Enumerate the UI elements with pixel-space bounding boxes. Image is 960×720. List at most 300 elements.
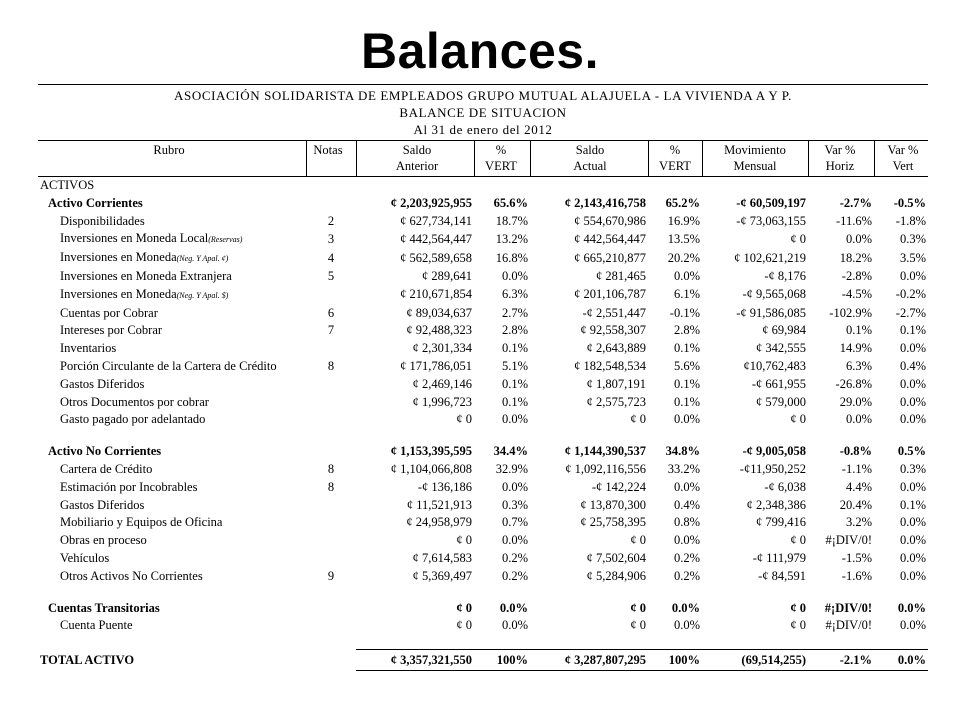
nota-cell xyxy=(306,195,356,213)
saldo-anterior-cell: ¢ 0 xyxy=(456,533,472,548)
var-horiz-cell: #¡DIV/0! xyxy=(825,533,872,548)
nota-cell: 6 xyxy=(327,305,335,320)
var-vert-cell: 0.4% xyxy=(899,358,926,373)
row-label-text: Mobiliario y Equipos de Oficina xyxy=(60,515,223,530)
col-saldo-actual-2: Actual xyxy=(573,159,607,173)
pct-vert-actual-cell: 34.8% xyxy=(665,444,700,459)
saldo-anterior-cell: ¢ 89,034,637 xyxy=(406,305,472,320)
pct-vert-actual-cell: 0.0% xyxy=(673,412,700,427)
col-divider xyxy=(530,140,531,176)
movimiento-cell: (69,514,255) xyxy=(702,650,808,671)
row-label-text: Cuenta Puente xyxy=(60,618,133,633)
row-label-text: Obras en proceso xyxy=(60,533,147,548)
row-label xyxy=(38,305,306,323)
header-rule xyxy=(38,140,928,141)
table-row xyxy=(38,230,928,249)
var-horiz-cell: 0.0% xyxy=(845,231,872,246)
var-horiz-cell: -2.8% xyxy=(841,268,872,283)
pct-vert-actual-cell: 0.0% xyxy=(673,618,700,633)
nota-cell xyxy=(306,497,356,515)
row-label-text: Cartera de Crédito xyxy=(60,461,153,476)
pct-vert-actual-cell: 0.2% xyxy=(673,550,700,565)
spacer-row xyxy=(38,635,928,650)
col-divider xyxy=(808,140,809,176)
var-horiz-cell: 20.4% xyxy=(839,497,872,512)
row-label xyxy=(38,249,306,268)
row-label xyxy=(38,268,306,286)
var-horiz-cell: #¡DIV/0! xyxy=(824,600,872,615)
pct-vert-anterior-cell: 2.8% xyxy=(501,323,528,338)
saldo-actual-cell: ¢ 7,502,604 xyxy=(586,550,646,565)
saldo-anterior-cell: ¢ 442,564,447 xyxy=(400,231,472,246)
movimiento-cell: ¢ 0 xyxy=(790,231,806,246)
col-pct-vert-1a: % xyxy=(495,143,507,157)
row-label-text: Cuentas Transitorias xyxy=(48,600,160,615)
row-label xyxy=(38,177,306,195)
table-row xyxy=(38,479,928,497)
var-vert-cell: -0.5% xyxy=(893,195,926,210)
row-label-text: Otros Activos No Corrientes xyxy=(60,568,203,583)
var-horiz-cell: -0.8% xyxy=(839,444,872,459)
table-row xyxy=(38,358,928,376)
var-horiz-cell: -1.6% xyxy=(841,568,872,583)
pct-vert-actual-cell: 6.1% xyxy=(673,287,700,302)
var-horiz-cell: 0.0% xyxy=(845,412,872,427)
row-label-text: ACTIVOS xyxy=(40,178,95,192)
table-row xyxy=(38,514,928,532)
nota-cell xyxy=(306,617,356,635)
col-saldo-actual-1: Saldo xyxy=(575,143,605,157)
pct-vert-actual-cell: 13.5% xyxy=(667,231,700,246)
report-title: BALANCE DE SITUACION xyxy=(399,105,567,120)
pct-vert-anterior-cell: 0.0% xyxy=(501,533,528,548)
row-label xyxy=(38,213,306,231)
table-row xyxy=(38,213,928,231)
saldo-actual-cell: ¢ 13,870,300 xyxy=(580,497,646,512)
balance-rows xyxy=(38,177,928,671)
table-row xyxy=(38,268,928,286)
var-vert-cell: 0.0% xyxy=(899,568,926,583)
col-movimiento-1: Movimiento xyxy=(724,143,786,157)
row-label-text: Cuentas por Cobrar xyxy=(60,305,158,320)
pct-vert-anterior-cell: 0.0% xyxy=(501,618,528,633)
movimiento-cell: -¢ 84,591 xyxy=(758,568,806,583)
row-label-text: TOTAL ACTIVO xyxy=(40,653,135,668)
saldo-actual-cell: -¢ 142,224 xyxy=(591,479,646,494)
row-label xyxy=(38,461,306,479)
var-vert-cell: 0.0% xyxy=(899,268,926,283)
pct-vert-anterior-cell: 16.8% xyxy=(495,250,528,265)
col-saldo-anterior-2: Anterior xyxy=(395,159,439,173)
var-vert-cell: 0.0% xyxy=(899,412,926,427)
table-row xyxy=(38,286,928,305)
row-label xyxy=(38,479,306,497)
saldo-anterior-cell: ¢ 0 xyxy=(456,600,472,615)
pct-vert-anterior-cell: 0.1% xyxy=(501,394,528,409)
row-label-text: Inversiones en Moneda Extranjera xyxy=(60,268,232,283)
col-notas: Notas xyxy=(313,143,343,157)
nota-cell xyxy=(306,394,356,412)
table-row xyxy=(38,411,928,429)
group-row xyxy=(38,600,928,618)
movimiento-cell: ¢ 342,555 xyxy=(756,341,806,356)
var-horiz-cell: 18.2% xyxy=(839,250,872,265)
var-horiz-cell: 29.0% xyxy=(839,394,872,409)
saldo-actual-cell: -¢ 2,551,447 xyxy=(582,305,646,320)
row-label xyxy=(38,195,306,213)
row-label xyxy=(38,230,306,249)
row-label-text: Gasto pagado por adelantado xyxy=(60,412,206,427)
movimiento-cell: ¢ 799,416 xyxy=(756,515,806,530)
saldo-anterior-cell: ¢ 7,614,583 xyxy=(412,550,472,565)
saldo-anterior-cell: ¢ 24,958,979 xyxy=(406,515,472,530)
saldo-actual-cell: ¢ 0 xyxy=(630,412,646,427)
nota-cell xyxy=(306,650,356,671)
col-divider xyxy=(702,140,703,176)
row-label-text: Gastos Diferidos xyxy=(60,497,145,512)
saldo-actual-cell: ¢ 5,284,906 xyxy=(586,568,646,583)
saldo-anterior-cell: ¢ 289,641 xyxy=(422,268,472,283)
var-vert-cell: 0.0% xyxy=(899,618,926,633)
var-vert-cell: -1.8% xyxy=(895,213,926,228)
row-label-qualifier: (Neg. Y Apal. ¢) xyxy=(176,254,229,264)
saldo-actual-cell: ¢ 0 xyxy=(630,600,646,615)
movimiento-cell: -¢ 91,586,085 xyxy=(736,305,806,320)
pct-vert-actual-cell: 0.1% xyxy=(673,376,700,391)
pct-vert-anterior-cell: 0.0% xyxy=(499,600,528,615)
row-label-text: Porción Circulante de la Cartera de Crédito xyxy=(60,358,277,373)
movimiento-cell: -¢ 60,509,197 xyxy=(736,195,806,210)
nota-cell: 8 xyxy=(327,358,335,373)
var-vert-cell: 0.3% xyxy=(899,461,926,476)
saldo-actual-cell: ¢ 92,558,307 xyxy=(580,323,646,338)
var-horiz-cell: -2.1% xyxy=(808,650,874,671)
movimiento-cell: ¢ 102,621,219 xyxy=(734,250,806,265)
col-divider xyxy=(648,140,649,176)
nota-cell: 2 xyxy=(327,213,335,228)
nota-cell xyxy=(306,532,356,550)
col-pct-vert-1b: VERT xyxy=(485,159,517,173)
pct-vert-anterior-cell: 0.7% xyxy=(501,515,528,530)
col-var-horiz-1: Var % xyxy=(824,143,856,157)
col-divider xyxy=(874,140,875,176)
pct-vert-actual-cell: 0.0% xyxy=(671,600,700,615)
col-divider xyxy=(306,140,307,176)
var-vert-cell: 0.0% xyxy=(899,533,926,548)
row-label-text: Inversiones en Moneda xyxy=(60,286,177,301)
nota-cell xyxy=(306,550,356,568)
pct-vert-anterior-cell: 0.2% xyxy=(501,568,528,583)
row-label-text: Vehículos xyxy=(60,550,110,565)
movimiento-cell: ¢ 0 xyxy=(790,618,806,633)
row-label-qualifier: (Neg. Y Apal. $) xyxy=(176,290,229,300)
pct-vert-anterior-cell: 5.1% xyxy=(501,358,528,373)
row-label-qualifier: (Reservas) xyxy=(208,235,243,245)
saldo-anterior-cell: ¢ 2,203,925,955 xyxy=(390,195,472,210)
pct-vert-anterior-cell: 0.1% xyxy=(501,376,528,391)
movimiento-cell: ¢ 0 xyxy=(790,600,806,615)
pct-vert-actual-cell: 16.9% xyxy=(667,213,700,228)
saldo-actual-cell: ¢ 442,564,447 xyxy=(574,231,646,246)
pct-vert-anterior-cell: 0.1% xyxy=(501,341,528,356)
row-label-text: Inversiones en Moneda xyxy=(60,250,177,265)
row-label xyxy=(38,532,306,550)
var-horiz-cell: 3.2% xyxy=(845,515,872,530)
section-row xyxy=(38,177,928,195)
saldo-actual-cell: ¢ 1,807,191 xyxy=(586,376,646,391)
pct-vert-actual-cell: 0.1% xyxy=(673,394,700,409)
saldo-anterior-cell: ¢ 1,104,066,808 xyxy=(390,461,472,476)
pct-vert-actual-cell: 33.2% xyxy=(667,461,700,476)
top-rule xyxy=(38,84,928,85)
row-label-text: Gastos Diferidos xyxy=(60,376,145,391)
organization-name: ASOCIACIÓN SOLIDARISTA DE EMPLEADOS GRUPO MUTUAL ALAJUELA - LA VIVIENDA A Y P. xyxy=(174,88,792,103)
var-horiz-cell: -26.8% xyxy=(835,376,872,391)
table-row xyxy=(38,305,928,323)
nota-cell: 7 xyxy=(327,323,335,338)
table-row xyxy=(38,322,928,340)
balance-table xyxy=(38,177,928,671)
saldo-anterior-cell: ¢ 0 xyxy=(456,618,472,633)
row-label xyxy=(38,650,306,671)
row-label xyxy=(38,411,306,429)
var-vert-cell: -2.7% xyxy=(895,305,926,320)
pct-vert-anterior-cell: 100% xyxy=(474,650,530,671)
movimiento-cell: -¢ 111,979 xyxy=(752,550,806,565)
var-vert-cell: 0.1% xyxy=(899,323,926,338)
pct-vert-actual-cell: 0.4% xyxy=(673,497,700,512)
nota-cell xyxy=(306,514,356,532)
row-label xyxy=(38,322,306,340)
saldo-actual-cell: ¢ 1,092,116,556 xyxy=(565,461,646,476)
col-var-horiz-2: Horiz xyxy=(825,159,855,173)
spacer-row xyxy=(38,586,928,600)
var-horiz-cell: -1.1% xyxy=(841,461,872,476)
nota-cell: 4 xyxy=(327,250,335,265)
saldo-anterior-cell: ¢ 0 xyxy=(456,412,472,427)
row-label xyxy=(38,286,306,305)
var-vert-cell: 0.0% xyxy=(899,550,926,565)
nota-cell xyxy=(306,600,356,618)
pct-vert-actual-cell: 0.0% xyxy=(673,479,700,494)
row-label xyxy=(38,358,306,376)
table-row xyxy=(38,340,928,358)
row-label xyxy=(38,550,306,568)
row-label xyxy=(38,617,306,635)
saldo-anterior-cell: ¢ 562,589,658 xyxy=(400,250,472,265)
var-horiz-cell: -1.5% xyxy=(841,550,872,565)
var-horiz-cell: 4.4% xyxy=(845,479,872,494)
saldo-anterior-cell: ¢ 2,469,146 xyxy=(412,376,472,391)
pct-vert-anterior-cell: 6.3% xyxy=(501,287,528,302)
movimiento-cell: -¢ 73,063,155 xyxy=(736,213,806,228)
saldo-actual-cell: ¢ 2,643,889 xyxy=(586,341,646,356)
table-row xyxy=(38,249,928,268)
saldo-anterior-cell: ¢ 3,357,321,550 xyxy=(356,650,474,671)
pct-vert-anterior-cell: 18.7% xyxy=(495,213,528,228)
nota-cell xyxy=(306,376,356,394)
saldo-anterior-cell: -¢ 136,186 xyxy=(417,479,472,494)
row-label xyxy=(38,394,306,412)
row-label xyxy=(38,568,306,586)
movimiento-cell: ¢ 2,348,386 xyxy=(746,497,806,512)
var-vert-cell: 0.0% xyxy=(899,515,926,530)
table-row xyxy=(38,497,928,515)
var-horiz-cell: -2.7% xyxy=(839,195,872,210)
movimiento-cell: ¢ 579,000 xyxy=(756,394,806,409)
var-horiz-cell: #¡DIV/0! xyxy=(825,618,872,633)
pct-vert-actual-cell: 20.2% xyxy=(667,250,700,265)
nota-cell: 8 xyxy=(327,461,335,476)
pct-vert-actual-cell: 65.2% xyxy=(665,195,700,210)
table-row xyxy=(38,550,928,568)
group-row xyxy=(38,195,928,213)
saldo-anterior-cell: ¢ 627,734,141 xyxy=(400,213,472,228)
var-vert-cell: 0.5% xyxy=(897,444,926,459)
pct-vert-anterior-cell: 0.2% xyxy=(501,550,528,565)
row-label-text: Otros Documentos por cobrar xyxy=(60,394,209,409)
pct-vert-anterior-cell: 34.4% xyxy=(493,444,528,459)
row-label-text: Activo No Corrientes xyxy=(48,444,162,459)
var-vert-cell: -0.2% xyxy=(895,287,926,302)
col-pct-vert-2b: VERT xyxy=(659,159,691,173)
table-row xyxy=(38,461,928,479)
col-var-vert-2: Vert xyxy=(892,159,914,173)
var-vert-cell: 0.0% xyxy=(899,376,926,391)
col-pct-vert-2a: % xyxy=(669,143,681,157)
nota-cell: 5 xyxy=(327,268,335,283)
col-saldo-anterior-1: Saldo xyxy=(402,143,432,157)
movimiento-cell: -¢ 8,176 xyxy=(764,268,806,283)
pct-vert-anterior-cell: 65.6% xyxy=(493,195,528,210)
saldo-anterior-cell: ¢ 11,521,913 xyxy=(406,497,472,512)
saldo-anterior-cell: ¢ 5,369,497 xyxy=(412,568,472,583)
nota-cell xyxy=(306,443,356,461)
nota-cell: 8 xyxy=(327,479,335,494)
movimiento-cell: -¢ 661,955 xyxy=(751,376,806,391)
group-row xyxy=(38,443,928,461)
var-horiz-cell: 0.1% xyxy=(845,323,872,338)
pct-vert-anterior-cell: 0.0% xyxy=(501,479,528,494)
table-row xyxy=(38,617,928,635)
col-var-vert-1: Var % xyxy=(887,143,919,157)
var-vert-cell: 0.3% xyxy=(899,231,926,246)
movimiento-cell: -¢ 6,038 xyxy=(764,479,806,494)
row-label xyxy=(38,497,306,515)
var-vert-cell: 0.1% xyxy=(899,497,926,512)
row-label xyxy=(38,340,306,358)
pct-vert-actual-cell: 0.0% xyxy=(673,268,700,283)
pct-vert-actual-cell: 0.2% xyxy=(673,568,700,583)
saldo-actual-cell: ¢ 201,106,787 xyxy=(574,287,646,302)
row-label-text: Inventarios xyxy=(60,341,117,356)
saldo-anterior-cell: ¢ 171,786,051 xyxy=(400,358,472,373)
saldo-actual-cell: ¢ 0 xyxy=(630,533,646,548)
table-row xyxy=(38,376,928,394)
spacer-row xyxy=(38,429,928,443)
var-vert-cell: 0.0% xyxy=(899,479,926,494)
pct-vert-anterior-cell: 13.2% xyxy=(495,231,528,246)
movimiento-cell: ¢ 69,984 xyxy=(762,323,806,338)
pct-vert-anterior-cell: 0.0% xyxy=(501,268,528,283)
movimiento-cell: ¢ 0 xyxy=(790,533,806,548)
saldo-anterior-cell: ¢ 1,153,395,595 xyxy=(390,444,472,459)
report-date: Al 31 de enero del 2012 xyxy=(413,122,553,137)
movimiento-cell: -¢ 9,005,058 xyxy=(742,444,806,459)
saldo-actual-cell: ¢ 182,548,534 xyxy=(574,358,646,373)
pct-vert-anterior-cell: 2.7% xyxy=(501,305,528,320)
nota-cell: 3 xyxy=(327,231,335,246)
row-label xyxy=(38,600,306,618)
saldo-anterior-cell: ¢ 210,671,854 xyxy=(400,287,472,302)
saldo-actual-cell: ¢ 554,670,986 xyxy=(574,213,646,228)
pct-vert-actual-cell: 0.8% xyxy=(673,515,700,530)
saldo-actual-cell: ¢ 25,758,395 xyxy=(580,515,646,530)
nota-cell xyxy=(306,286,356,305)
movimiento-cell: ¢10,762,483 xyxy=(743,358,806,373)
var-horiz-cell: 6.3% xyxy=(845,358,872,373)
table-row xyxy=(38,532,928,550)
var-horiz-cell: 14.9% xyxy=(839,341,872,356)
pct-vert-actual-cell: 100% xyxy=(648,650,702,671)
var-horiz-cell: -4.5% xyxy=(841,287,872,302)
saldo-actual-cell: ¢ 0 xyxy=(630,618,646,633)
movimiento-cell: ¢ 0 xyxy=(790,412,806,427)
var-vert-cell: 3.5% xyxy=(899,250,926,265)
pct-vert-actual-cell: 2.8% xyxy=(673,323,700,338)
col-movimiento-2: Mensual xyxy=(733,159,777,173)
saldo-anterior-cell: ¢ 92,488,323 xyxy=(406,323,472,338)
row-label-text: Inversiones en Moneda Local xyxy=(60,231,209,246)
saldo-anterior-cell: ¢ 1,996,723 xyxy=(412,394,472,409)
saldo-anterior-cell: ¢ 2,301,334 xyxy=(412,341,472,356)
total-row xyxy=(38,650,928,671)
pct-vert-anterior-cell: 0.0% xyxy=(501,412,528,427)
saldo-actual-cell: ¢ 1,144,390,537 xyxy=(564,444,646,459)
col-divider xyxy=(474,140,475,176)
var-horiz-cell: -102.9% xyxy=(829,305,872,320)
col-rubro: Rubro xyxy=(153,143,185,157)
saldo-actual-cell: ¢ 2,143,416,758 xyxy=(564,195,646,210)
var-vert-cell: 0.0% xyxy=(897,600,926,615)
row-label xyxy=(38,376,306,394)
pct-vert-actual-cell: 5.6% xyxy=(673,358,700,373)
saldo-actual-cell: ¢ 2,575,723 xyxy=(586,394,646,409)
row-label-text: Intereses por Cobrar xyxy=(60,323,163,338)
movimiento-cell: -¢ 9,565,068 xyxy=(742,287,806,302)
col-divider xyxy=(356,140,357,176)
pct-vert-anterior-cell: 32.9% xyxy=(495,461,528,476)
slide-title: Balances. xyxy=(361,23,599,79)
var-vert-cell: 0.0% xyxy=(899,341,926,356)
nota-cell xyxy=(306,340,356,358)
saldo-actual-cell: ¢ 665,210,877 xyxy=(574,250,646,265)
nota-cell: 9 xyxy=(327,568,335,583)
pct-vert-actual-cell: -0.1% xyxy=(669,305,700,320)
row-label xyxy=(38,514,306,532)
pct-vert-actual-cell: 0.1% xyxy=(673,341,700,356)
pct-vert-actual-cell: 0.0% xyxy=(673,533,700,548)
pct-vert-anterior-cell: 0.3% xyxy=(501,497,528,512)
table-row xyxy=(38,394,928,412)
row-label-text: Activo Corrientes xyxy=(48,195,143,210)
movimiento-cell: -¢11,950,252 xyxy=(739,461,806,476)
var-vert-cell: 0.0% xyxy=(899,394,926,409)
row-label-text: Disponibilidades xyxy=(60,213,145,228)
saldo-actual-cell: ¢ 3,287,807,295 xyxy=(530,650,648,671)
row-label xyxy=(38,443,306,461)
var-horiz-cell: -11.6% xyxy=(836,213,872,228)
